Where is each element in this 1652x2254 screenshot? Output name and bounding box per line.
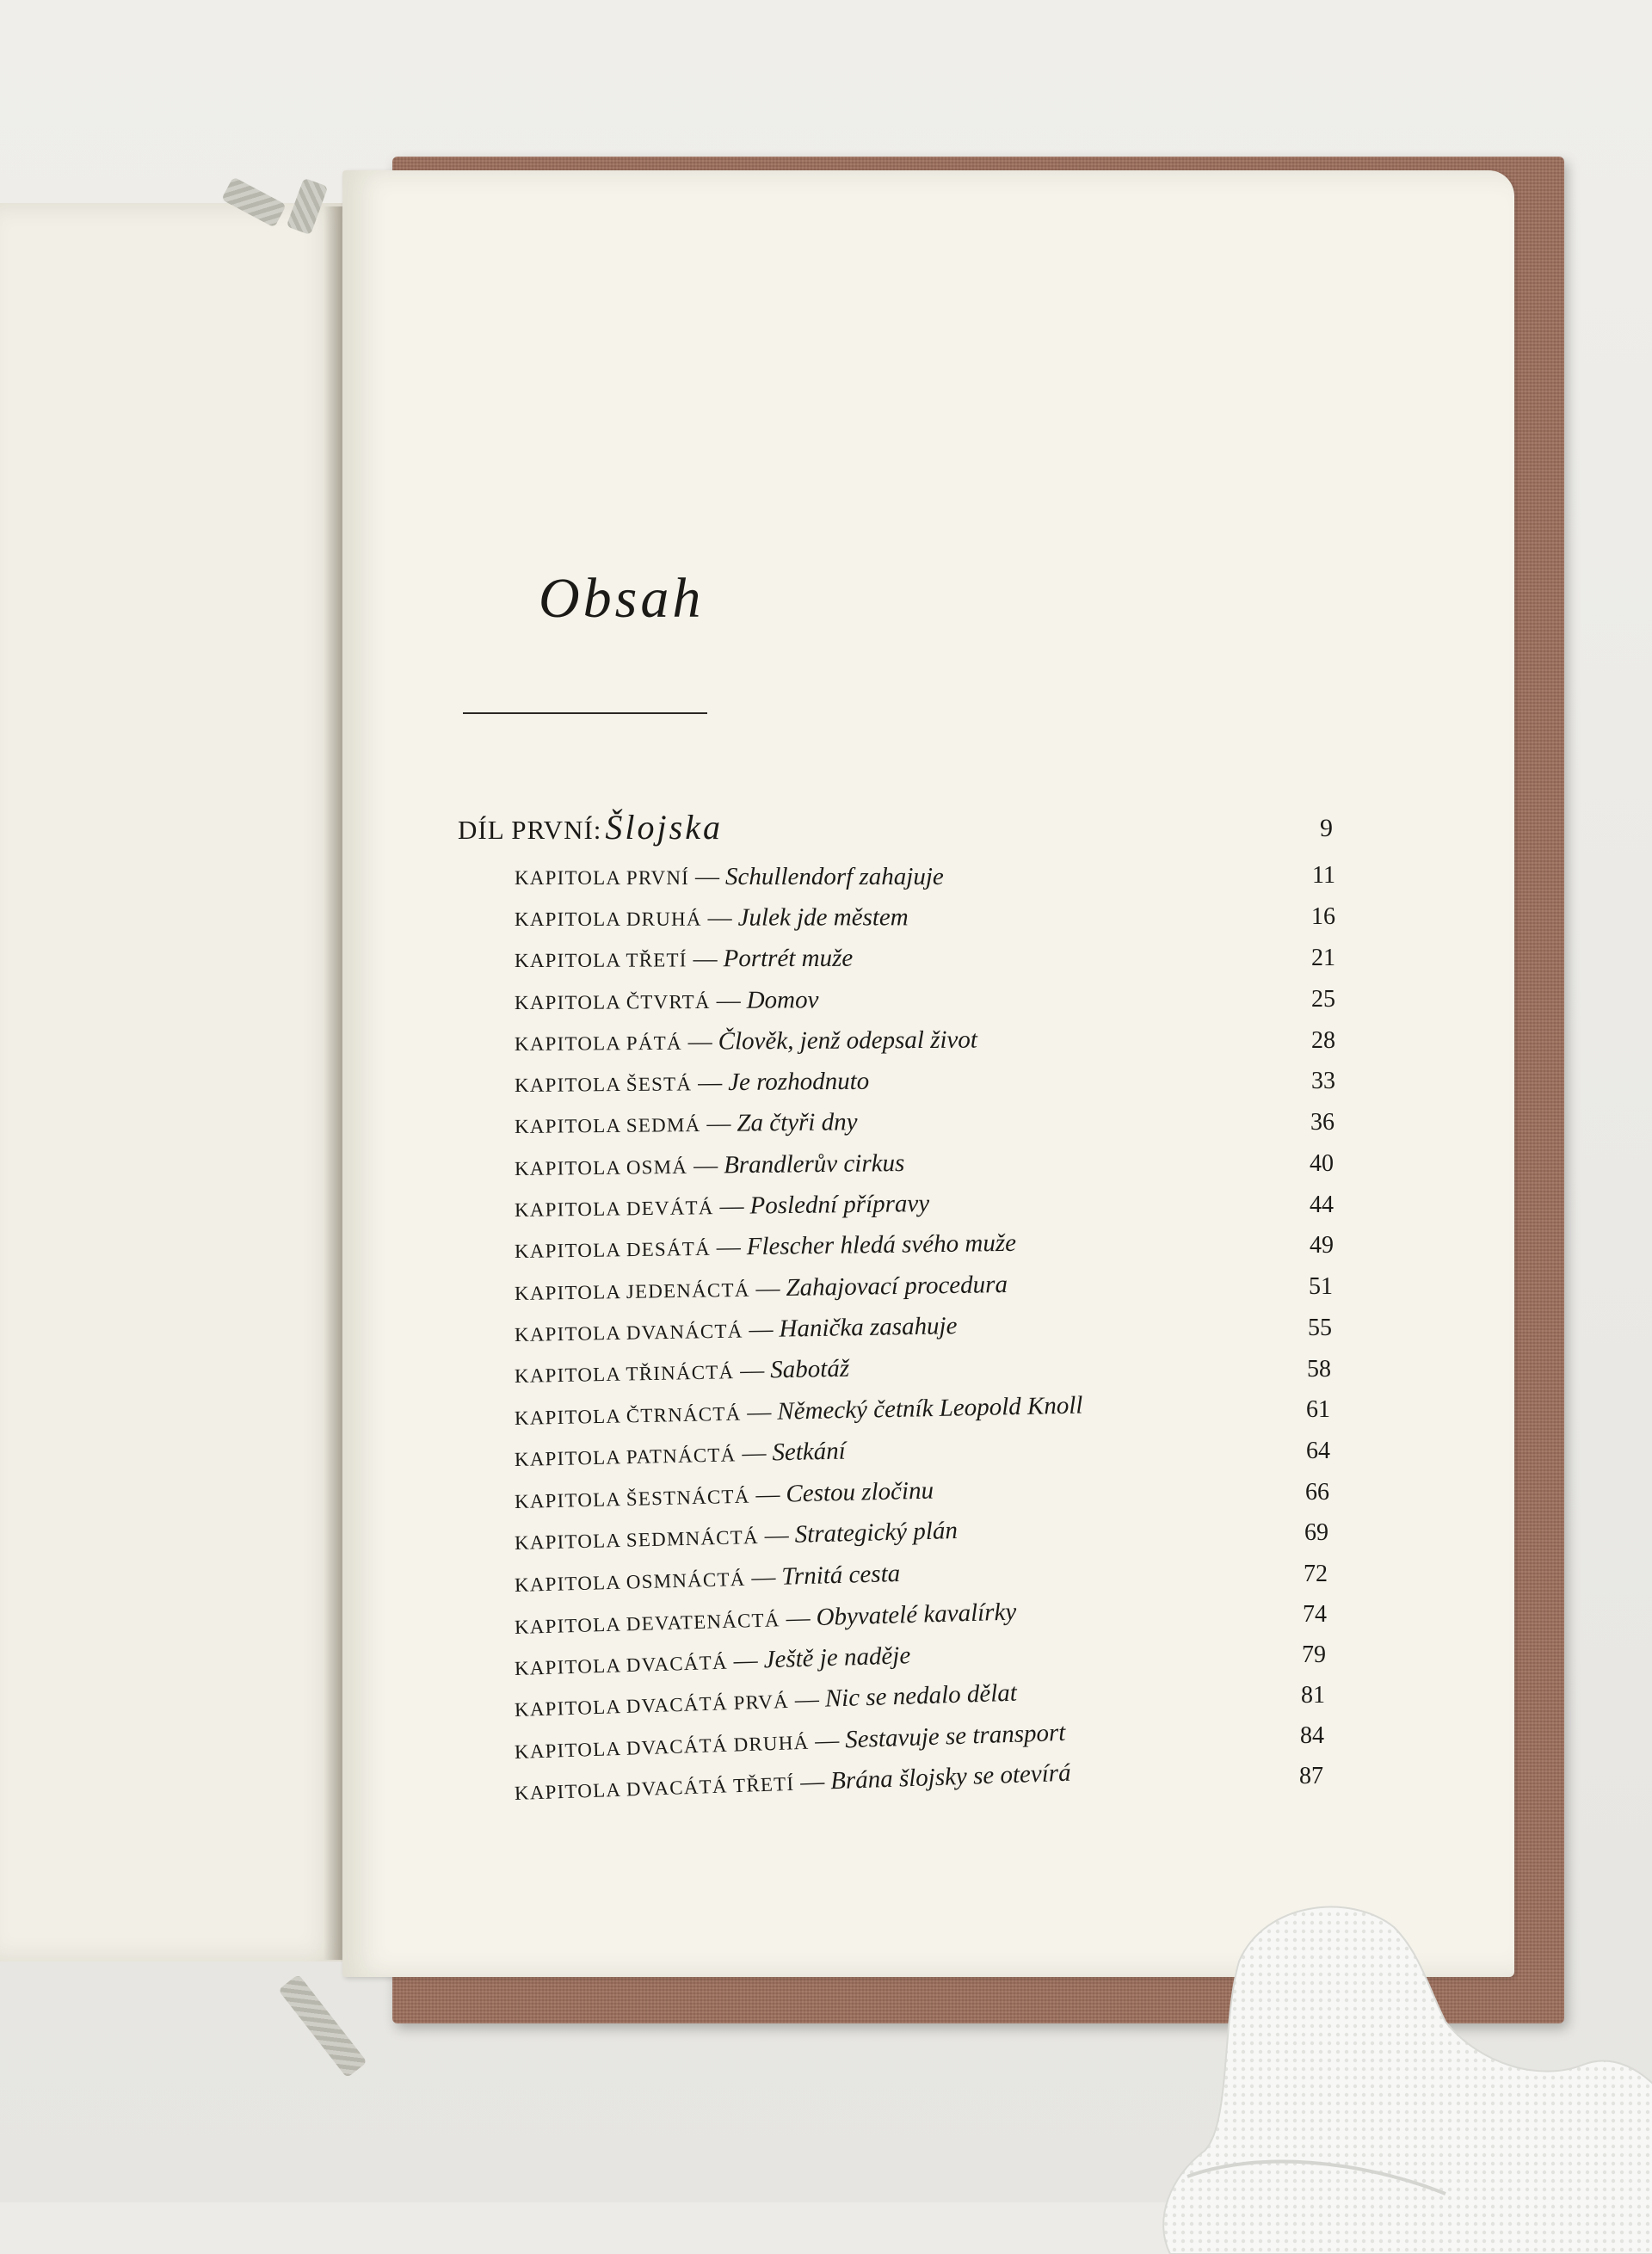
- chapter-page-number: 33: [1311, 1068, 1335, 1094]
- em-dash: —: [727, 1647, 765, 1675]
- chapter-page-number: 36: [1310, 1109, 1335, 1136]
- chapter-title: Člověk, jenž odepsal život: [718, 1025, 978, 1056]
- chapter-title: Zahajovací procedura: [786, 1271, 1008, 1303]
- toc-entry: [515, 865, 944, 890]
- chapter-label: KAPITOLA ŠESTÁ: [514, 1073, 693, 1096]
- chapter-page-number: 11: [1312, 862, 1335, 889]
- em-dash: —: [743, 1315, 780, 1344]
- em-dash: —: [692, 1069, 729, 1097]
- chapter-page-number: 81: [1301, 1682, 1325, 1709]
- chapter-page-number: 61: [1306, 1396, 1330, 1423]
- part-title: Šlojska: [605, 808, 723, 847]
- em-dash: —: [745, 1563, 782, 1592]
- chapter-page-number: 49: [1310, 1232, 1334, 1259]
- chapter-label: KAPITOLA OSMÁ: [514, 1155, 688, 1179]
- chapter-title: Strategický plán: [794, 1517, 959, 1549]
- chapter-title: Domov: [746, 986, 819, 1014]
- title-rule: [463, 712, 707, 714]
- chapter-label: KAPITOLA PATNÁCTÁ: [514, 1444, 737, 1470]
- em-dash: —: [758, 1521, 796, 1549]
- left-page: [0, 203, 342, 1961]
- chapter-page-number: 25: [1311, 986, 1335, 1013]
- chapter-label: KAPITOLA ŠESTNÁCTÁ: [514, 1485, 750, 1512]
- chapter-label: KAPITOLA DEVÁTÁ: [514, 1197, 714, 1221]
- chapter-title: Setkání: [772, 1437, 847, 1467]
- toc-entry: [514, 1025, 978, 1056]
- chapter-page-number: 55: [1308, 1315, 1332, 1341]
- chapter-label: KAPITOLA DEVATENÁCTÁ: [514, 1609, 781, 1638]
- toc-entry: [515, 946, 853, 972]
- chapter-label: KAPITOLA DVACÁTÁ: [514, 1651, 729, 1679]
- chapter-title: Ještě je naděje: [763, 1641, 911, 1674]
- em-dash: —: [808, 1727, 846, 1755]
- em-dash: —: [741, 1398, 778, 1426]
- chapter-title: Trnitá cesta: [780, 1560, 901, 1591]
- em-dash: —: [733, 1357, 771, 1385]
- chapter-title: Brandlerův cirkus: [723, 1149, 905, 1179]
- em-dash: —: [749, 1481, 786, 1509]
- em-dash: —: [793, 1768, 831, 1796]
- chapter-page-number: 74: [1303, 1601, 1327, 1628]
- chapter-title: Za čtyři dny: [737, 1108, 858, 1137]
- chapter-title: Portrét muže: [723, 944, 854, 973]
- chapter-label: KAPITOLA JEDENÁCTÁ: [514, 1278, 750, 1304]
- chapter-label: KAPITOLA PÁTÁ: [514, 1032, 682, 1055]
- chapter-page-number: 44: [1310, 1192, 1334, 1218]
- chapter-title: Německý četník Leopold Knoll: [777, 1391, 1083, 1426]
- chapter-label: KAPITOLA ČTVRTÁ: [514, 990, 711, 1013]
- chapter-title: Brána šlojsky se otevírá: [829, 1758, 1072, 1795]
- chapter-page-number: 28: [1311, 1027, 1335, 1054]
- chapter-page-number: 84: [1300, 1722, 1324, 1749]
- em-dash: —: [780, 1604, 817, 1633]
- chapter-label: KAPITOLA DESÁTÁ: [514, 1237, 711, 1262]
- em-dash: —: [710, 1234, 747, 1261]
- chapter-title: Nic se nedalo dělat: [824, 1678, 1018, 1713]
- chapter-title: Obyvatelé kavalírky: [816, 1598, 1017, 1632]
- chapter-title: Je rozhodnuto: [728, 1067, 870, 1097]
- chapter-label: KAPITOLA DVACÁTÁ PRVÁ: [514, 1690, 790, 1721]
- part-label: DÍL PRVNÍ:: [458, 815, 602, 845]
- chapter-title: Schullendorf zahajuje: [725, 863, 944, 890]
- toc-entry: [515, 1151, 905, 1180]
- toc-entry: [515, 1069, 869, 1097]
- em-dash: —: [681, 1028, 718, 1056]
- toc-entry: [515, 988, 819, 1014]
- em-dash: —: [710, 987, 747, 1014]
- chapter-label: KAPITOLA ČTRNÁCTÁ: [514, 1402, 742, 1429]
- chapter-title: Poslední přípravy: [749, 1189, 930, 1220]
- em-dash: —: [749, 1275, 786, 1303]
- chapter-label: KAPITOLA DVACÁTÁ TŘETÍ: [514, 1772, 795, 1804]
- chapter-label: KAPITOLA OSMNÁCTÁ: [514, 1567, 746, 1596]
- em-dash: —: [689, 864, 726, 890]
- chapter-label: KAPITOLA SEDMNÁCTÁ: [514, 1525, 760, 1554]
- toc-entry: [514, 1354, 850, 1388]
- chapter-page-number: 66: [1305, 1479, 1329, 1506]
- chapter-label: KAPITOLA TŘETÍ: [514, 949, 687, 971]
- toc-entry: [515, 1110, 858, 1138]
- chapter-page-number: 21: [1311, 945, 1335, 971]
- chapter-label: KAPITOLA DVACÁTÁ DRUHÁ: [514, 1731, 810, 1763]
- em-dash: —: [701, 904, 738, 932]
- chapter-page-number: 58: [1307, 1356, 1331, 1383]
- chapter-title: Sabotáž: [769, 1354, 850, 1384]
- chapter-page-number: 69: [1304, 1519, 1328, 1546]
- em-dash: —: [687, 945, 724, 973]
- chapter-page-number: 16: [1311, 903, 1335, 930]
- chapter-label: KAPITOLA PRVNÍ: [515, 867, 690, 889]
- chapter-label: KAPITOLA TŘINÁCTÁ: [514, 1361, 735, 1387]
- chapter-page-number: 87: [1299, 1763, 1323, 1789]
- chapter-label: KAPITOLA DVANÁCTÁ: [514, 1320, 743, 1346]
- chapter-title: Sestavuje se transport: [844, 1718, 1066, 1754]
- chapter-label: KAPITOLA DRUHÁ: [514, 908, 702, 930]
- toc-entry: [514, 1189, 930, 1222]
- toc-title: Obsah: [539, 567, 705, 630]
- em-dash: —: [736, 1439, 773, 1468]
- chapter-page-number: 64: [1306, 1438, 1330, 1464]
- chapter-page-number: 79: [1302, 1641, 1326, 1668]
- toc-entry: [515, 905, 909, 931]
- em-dash: —: [700, 1110, 737, 1137]
- chapter-page-number: 51: [1309, 1273, 1333, 1300]
- em-dash: —: [788, 1685, 826, 1714]
- chapter-label: KAPITOLA SEDMÁ: [514, 1113, 701, 1137]
- part-page-number: 9: [1320, 814, 1333, 842]
- white-glove: [1136, 1893, 1652, 2254]
- chapter-title: Flescher hledá svého muže: [746, 1229, 1017, 1261]
- chapter-page-number: 40: [1310, 1150, 1334, 1177]
- chapter-page-number: 72: [1304, 1561, 1328, 1587]
- em-dash: —: [713, 1192, 750, 1221]
- chapter-title: Hanička zasahuje: [779, 1312, 958, 1343]
- chapter-title: Cestou zločinu: [786, 1476, 934, 1508]
- chapter-title: Julek jde městem: [737, 903, 909, 932]
- part-heading: [458, 807, 723, 847]
- em-dash: —: [687, 1152, 724, 1179]
